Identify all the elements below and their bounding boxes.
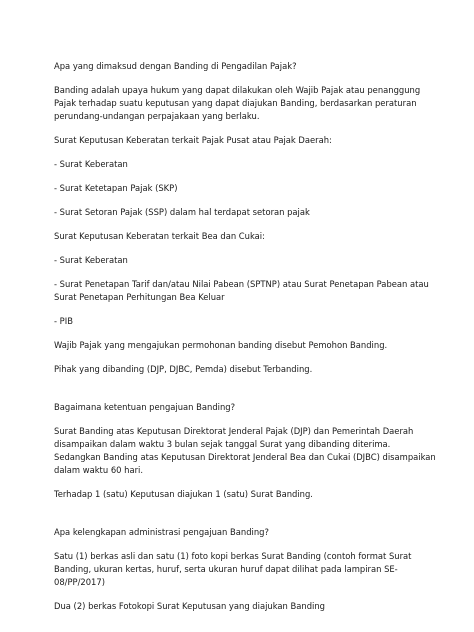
paragraph-pajak-heading: Surat Keputusan Keberatan terkait Pajak Pusat atau Pajak Daerah:	[54, 135, 332, 145]
list-item: - Surat Ketetapan Pajak (SKP)	[54, 183, 178, 193]
list-item: - Surat Setoran Pajak (SSP) dalam hal terdapat setoran pajak	[54, 207, 310, 217]
list-item: - Surat Keberatan	[54, 255, 128, 265]
paragraph-pemohon: Wajib Pajak yang mengajukan permohonan banding disebut Pemohon Banding.	[54, 340, 388, 350]
question-heading-1: Apa yang dimaksud dengan Banding di Pengadilan Pajak?	[54, 61, 297, 71]
paragraph-terbanding: Pihak yang dibanding (DJP, DJBC, Pemda) disebut Terbanding.	[54, 364, 313, 374]
paragraph-berkas-asli: Satu (1) berkas asli dan satu (1) foto kopi berkas Surat Banding (contoh format Surat Banding, ukuran kertas, huruf, serta ukuran huruf dapat dilihat pada lampiran SE-08/PP/2017)	[54, 551, 412, 587]
list-item: - Surat Penetapan Tarif dan/atau Nilai Pabean (SPTNP) atau Surat Penetapan Pabean atau Surat Penetapan Perhitungan Bea Keluar	[54, 279, 429, 302]
paragraph-satu-keputusan: Terhadap 1 (satu) Keputusan diajukan 1 (satu) Surat Banding.	[54, 489, 313, 499]
paragraph-fotokopi: Dua (2) berkas Fotokopi Surat Keputusan yang diajukan Banding	[54, 601, 325, 611]
list-item: - Surat Keberatan	[54, 159, 128, 169]
list-item: - PIB	[54, 316, 73, 326]
paragraph-bea-cukai-heading: Surat Keputusan Keberatan terkait Bea dan Cukai:	[54, 231, 265, 241]
question-heading-2: Bagaimana ketentuan pengajuan Banding?	[54, 402, 236, 412]
paragraph-definition: Banding adalah upaya hukum yang dapat dilakukan oleh Wajib Pajak atau penanggung Pajak terhadap suatu keputusan yang dapat diajukan Banding, berdasarkan peraturan perundang-undangan perpajakaan yang berlaku.	[54, 85, 421, 121]
paragraph-ketentuan: Surat Banding atas Keputusan Direktorat Jenderal Pajak (DJP) dan Pemerintah Daerah disampaikan dalam waktu 3 bulan sejak tanggal Surat yang dibanding diterima. Sedangkan Banding atas Keputusan Direktorat Jenderal Bea dan Cukai (DJBC) disampaikan dalam waktu 60 hari.	[54, 426, 436, 475]
question-heading-3: Apa kelengkapan administrasi pengajuan Banding?	[54, 527, 269, 537]
